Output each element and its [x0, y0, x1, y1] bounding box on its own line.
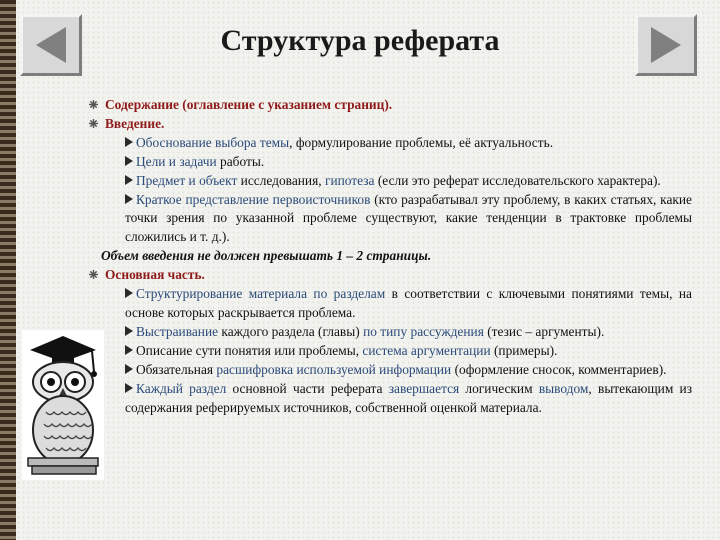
- list-item: Обоснование выбора темы, формулирование проблемы, её актуальность.: [85, 134, 692, 153]
- intro-volume-note: Объем введения не должен превышать 1 – 2 страницы.: [101, 248, 432, 264]
- list-item: Предмет и объект исследования, гипотеза (если это реферат исследовательского характера).: [85, 172, 692, 191]
- slide-content: [85, 96, 692, 417]
- triangle-bullet-icon: [125, 364, 133, 374]
- slide-title: Структура реферата: [220, 24, 500, 57]
- section-contents: Содержание (оглавление с указанием страниц).: [105, 97, 393, 112]
- triangle-bullet-icon: [125, 194, 133, 204]
- list-item: Каждый раздел основной части реферата завершается логическим выводом, вытекающим из содержания реферируемых источников, собственной оценкой материала.: [125, 380, 692, 415]
- section-introduction: Введение.: [105, 115, 165, 131]
- asterisk-bullet-icon: [89, 270, 98, 279]
- list-item: Краткое представление первоисточников (кто разрабатывал эту проблему, в каких статьях, какие точки зрения по указанной проблеме существуют, какие тенденции в трактовке проблемы сложились и т. д.).: [125, 191, 692, 245]
- list-item: Выстраивание каждого раздела (главы) по типу рассуждения (тезис – аргументы).: [85, 323, 692, 342]
- list-item: [85, 96, 692, 115]
- list-item: [85, 266, 692, 285]
- list-item: Описание сути понятия или проблемы, система аргументации (примеры).: [85, 342, 692, 361]
- list-item: Обязательная расшифровка используемой информации (оформление сносок, комментариев).: [85, 361, 692, 380]
- triangle-bullet-icon: [125, 288, 133, 298]
- list-item: Структурирование материала по разделам в соответствии с ключевыми понятиями темы, на основе которых раскрывается проблема.: [125, 286, 692, 320]
- left-border-stripe: [0, 0, 16, 540]
- owl-graduate-icon: [22, 330, 104, 480]
- section-main-part: Основная часть.: [105, 267, 205, 283]
- asterisk-bullet-icon: [89, 100, 98, 109]
- triangle-bullet-icon: [125, 383, 133, 393]
- triangle-bullet-icon: [125, 345, 133, 355]
- asterisk-bullet-icon: [89, 119, 98, 128]
- triangle-bullet-icon: [125, 137, 133, 147]
- list-item: Цели и задачи работы.: [85, 153, 692, 172]
- triangle-bullet-icon: [125, 326, 133, 336]
- list-item: [85, 115, 692, 134]
- triangle-bullet-icon: [125, 175, 133, 185]
- triangle-bullet-icon: [125, 156, 133, 166]
